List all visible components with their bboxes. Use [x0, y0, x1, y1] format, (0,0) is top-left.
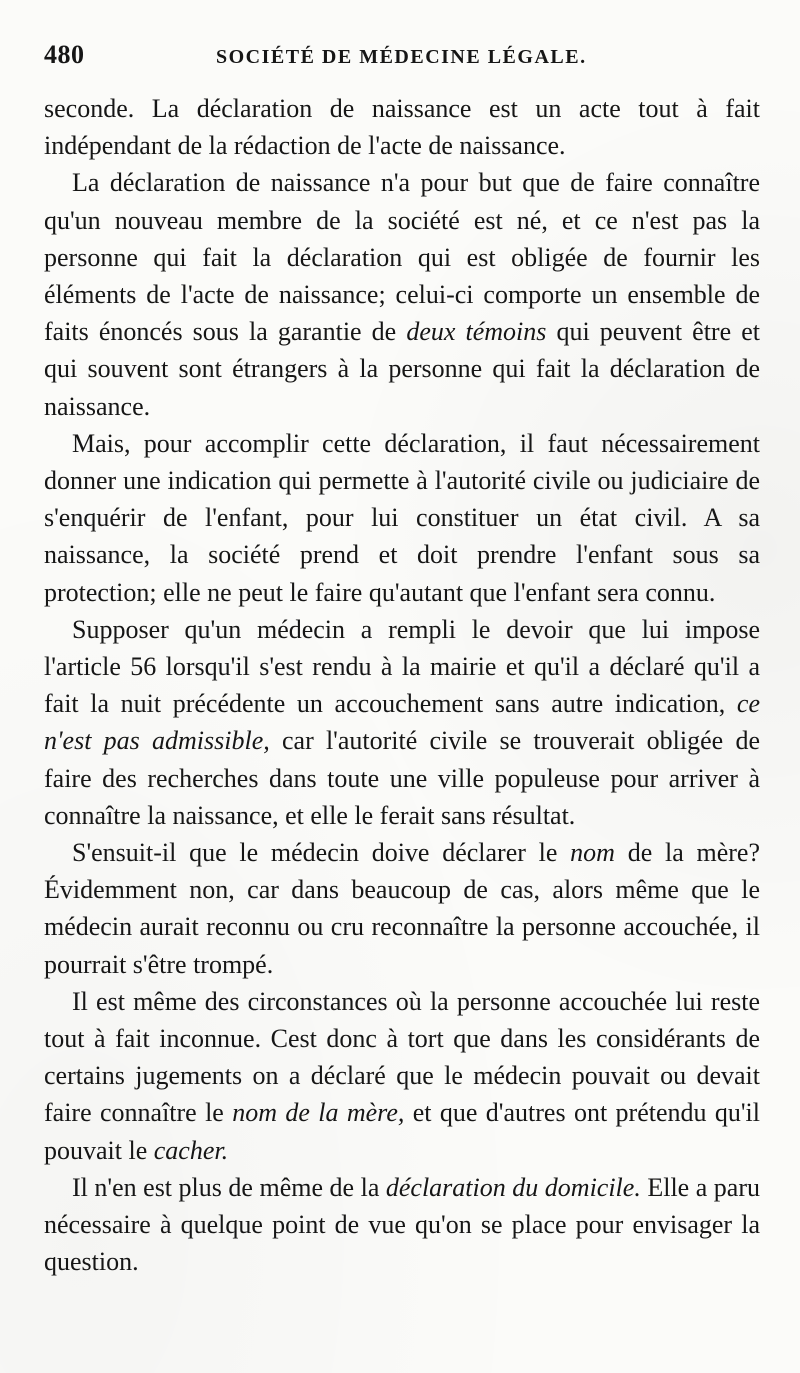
page-number: 480: [44, 40, 85, 69]
paragraph-text: Elle a paru nécessaire à quelque point de vue qu'on se place pour envisager la question.: [44, 1172, 761, 1277]
italic-text: déclaration du domicile.: [385, 1172, 641, 1202]
paragraph: [44, 90, 760, 164]
paragraph: [44, 1169, 760, 1281]
running-head: [44, 40, 760, 84]
paragraph: [44, 611, 760, 834]
body-text: [44, 90, 760, 1281]
italic-text: deux témoins: [406, 317, 547, 347]
italic-text: nom: [570, 838, 615, 868]
paragraph: [44, 425, 760, 611]
paragraph: [44, 834, 760, 983]
paragraph: [44, 164, 760, 424]
paragraph-text: Supposer qu'un médecin a rempli le devoir que lui impose l'article 56 lorsqu'il s'est rendu à la mairie et qu'il a déclaré qu'il a fait la nuit précédente un accouchement sans autre indication,: [44, 614, 760, 719]
paragraph-text: La déclaration de naissance n'a pour but que de faire connaître qu'un nouveau membre de la société est né, et ce n'est pas la personne qui fait la déclaration qui est obligée de fournir les éléments de l'acte de naissance; celui-ci comporte un ensemble de faits énoncés sous la garantie de: [44, 168, 760, 347]
paragraph-text: et que d'autres ont prétendu qu'il pouvait le: [44, 1098, 760, 1165]
italic-text: cacher.: [153, 1135, 229, 1165]
paragraph-text: seconde. La déclaration de naissance est un acte tout à fait indépendant de la rédaction de l'acte de naissance.: [44, 94, 760, 161]
italic-text: ce n'est pas admissible,: [44, 689, 760, 756]
paragraph-text: car l'autorité civile se trouverait obligée de faire des recherches dans toute une ville populeuse pour arriver à connaître la naissance, et elle le ferait sans résultat.: [44, 726, 760, 830]
paragraph-text: Il n'en est plus de même de la: [72, 1172, 386, 1202]
italic-text: nom de la mère,: [232, 1098, 405, 1128]
paragraph-text: Mais, pour accomplir cette déclaration, il faut nécessairement donner une indication qui permette à l'autorité civile ou judiciaire de s'enquérir de l'enfant, pour lui constituer un état civil. A sa naissance, la société prend et doit prendre l'enfant sous sa protection; elle ne peut le faire qu'autant que l'enfant sera connu.: [44, 428, 760, 607]
paragraph-text: S'ensuit-il que le médecin doive déclarer le: [72, 838, 571, 868]
paragraph-text: Il est même des circonstances où la personne accouchée lui reste tout à fait inconnue. Cest donc à tort que dans les considérants de certains jugements on a déclaré que le médecin pouvait ou devait faire connaître le: [44, 986, 760, 1128]
paragraph-text: de la mère? Évidemment non, car dans beaucoup de cas, alors même que le médecin aurait reconnu ou cru reconnaître la personne accouchée, il pourrait s'être trompé.: [44, 838, 760, 979]
paragraph-text: qui peuvent être et qui souvent sont étrangers à la personne qui fait la déclaration de naissance.: [44, 317, 760, 421]
running-title: SOCIÉTÉ DE MÉDECINE LÉGALE.: [216, 46, 587, 68]
paragraph: [44, 983, 760, 1169]
